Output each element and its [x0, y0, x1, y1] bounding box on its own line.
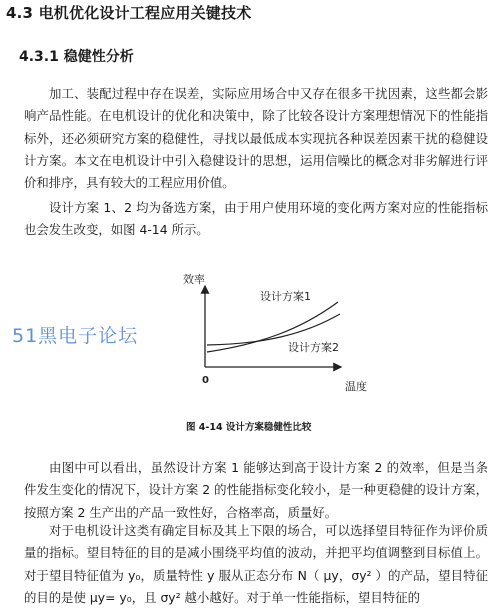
origin-label: 0: [202, 375, 209, 386]
paragraph-nominal-the-best: 对于电机设计这类有确定目标及其上下限的场合，可以选择望目特征作为评价质量的指标。望目特征的目的是减小围绕平均值的波动，并把平均值调整到目标值上。对于望目特征值为 y₀，质量特性 y 服从正态分布 N（ μy，σy² ）的产品，望目特征的目的是使 μy= y₀，且 σy² 越小越好。对于单一性能指标，望目特征的: [24, 523, 488, 605]
curve1-label: 设计方案1: [260, 290, 311, 303]
curve2-label: 设计方案2: [288, 341, 339, 354]
paragraph-design-alternatives: 设计方案 1、2 均为备选方案，由于用户使用环境的变化两方案对应的性能指标也会发生改变，如图 4-14 所示。: [24, 200, 488, 238]
paragraph-figure-analysis: 由图中可以看出，虽然设计方案 1 能够达到高于设计方案 2 的效率，但是当条件发生变化的情况下，设计方案 2 的性能指标变化较小，是一种更稳健的设计方案，按照方案 2 生产出的产品一致性好，合格率高，质量好。: [24, 460, 488, 520]
paragraph-robust-design-intro: 加工、装配过程中存在误差，实际应用场合中又存在很多干扰因素，这些都会影响产品性能。在电机设计的优化和决策中，除了比较各设计方案理想情况下的性能指标外，还必须研究方案的稳健性，寻找以最低成本实现抗各种误差因素干扰的稳健设计方案。本文在电机设计中引入稳健设计的思想，运用信噪比的概念对非劣解进行评价和排序，具有较大的工程应用价值。: [24, 86, 488, 191]
subsection-title: 4.3.1 稳健性分析: [19, 49, 134, 65]
section-title: 4.3 电机优化设计工程应用关键技术: [6, 4, 252, 22]
site-watermark: 51黑电子论坛: [12, 325, 139, 347]
robustness-figure: [165, 262, 367, 412]
x-axis-label: 温度: [345, 380, 367, 393]
figure-caption: 图 4-14 设计方案稳健性比较: [186, 422, 312, 433]
y-axis-label: 效率: [183, 273, 205, 286]
